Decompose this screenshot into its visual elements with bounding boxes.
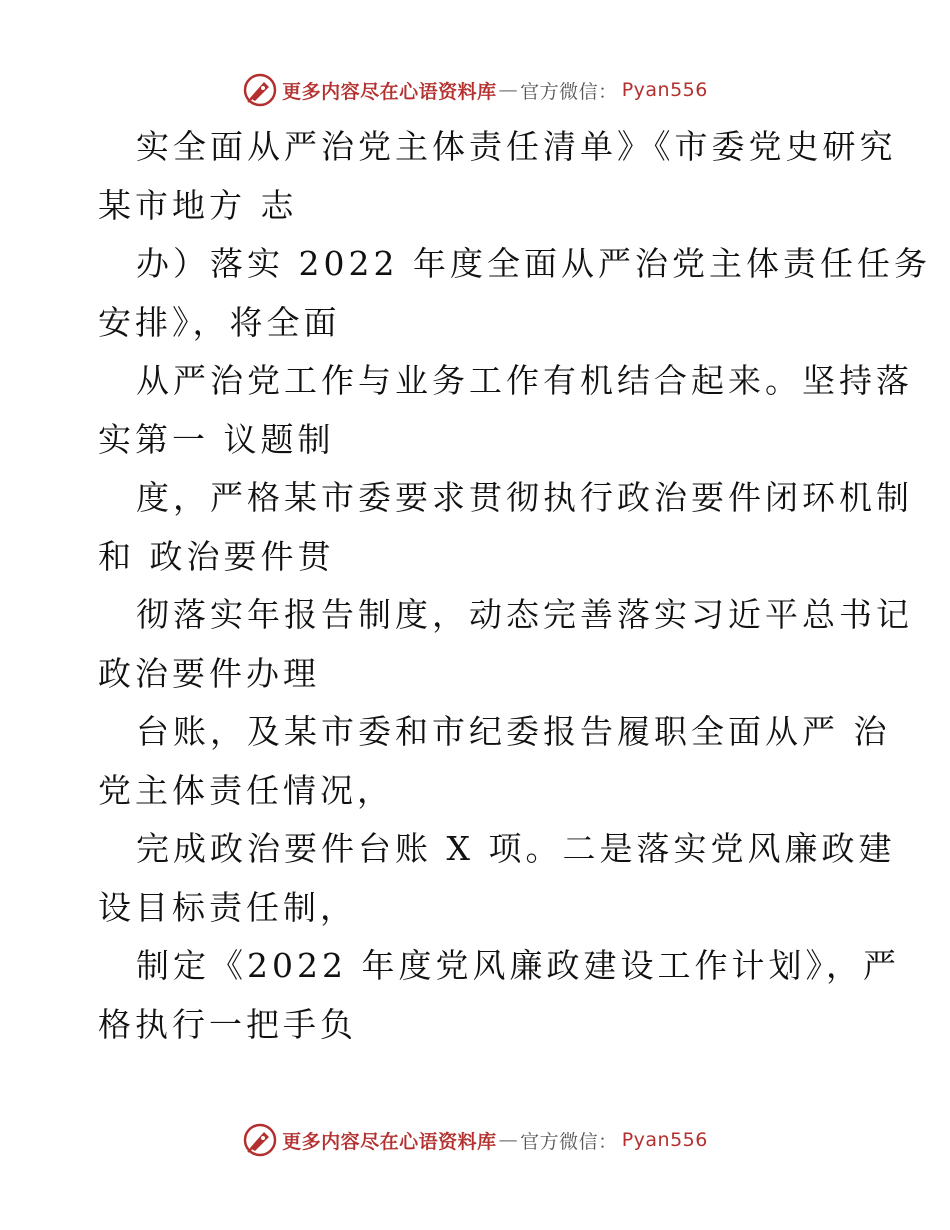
watermark-brand: 更多内容尽在心语资料库 (282, 1130, 497, 1153)
text-line: 党主体责任情况， (98, 770, 394, 810)
watermark-label: 官方微信： (520, 80, 618, 103)
watermark-brand: 更多内容尽在心语资料库 (282, 80, 497, 103)
text-line: 某市地方 志 (98, 185, 298, 225)
text-line: 度，严格某市委要求贯彻执行政治要件闭环机制 (136, 478, 913, 517)
text-line: 安排》，将全面 (98, 302, 341, 342)
pen-nib-logo-icon (242, 72, 278, 108)
text-line: 从严治党工作与业务工作有机结合起来。坚持落 (136, 361, 913, 400)
watermark-label: 官方微信： (520, 1130, 618, 1153)
text-line: 办）落实 2022 年度全面从严治党主体责任任务 (136, 244, 931, 283)
watermark-dash: — (498, 79, 519, 101)
watermark-dash: — (498, 1129, 519, 1151)
text-line: 和 政治要件贯 (98, 536, 335, 576)
body-text (98, 118, 931, 1054)
header-watermark (0, 68, 950, 112)
watermark-handle: Pyan556 (621, 1129, 708, 1151)
text-line: 台账，及某市委和市纪委报告履职全面从严 治 (136, 712, 891, 751)
text-line: 格执行一把手负 (98, 1004, 357, 1044)
text-line: 制定《2022 年度党风廉政建设工作计划》，严 (136, 946, 900, 985)
text-line: 政治要件办理 (98, 653, 320, 693)
pen-nib-logo-icon (242, 1122, 278, 1158)
text-line: 彻落实年报告制度，动态完善落实习近平总书记 (136, 595, 913, 634)
text-line: 设目标责任制， (98, 887, 357, 927)
text-line: 实第一 议题制 (98, 419, 335, 459)
footer-watermark (0, 1118, 950, 1162)
text-line: 完成政治要件台账 X 项。二是落实党风廉政建 (136, 829, 896, 868)
watermark-handle: Pyan556 (621, 79, 708, 101)
text-line: 实全面从严治党主体责任清单》《市委党史研究 (136, 127, 897, 166)
